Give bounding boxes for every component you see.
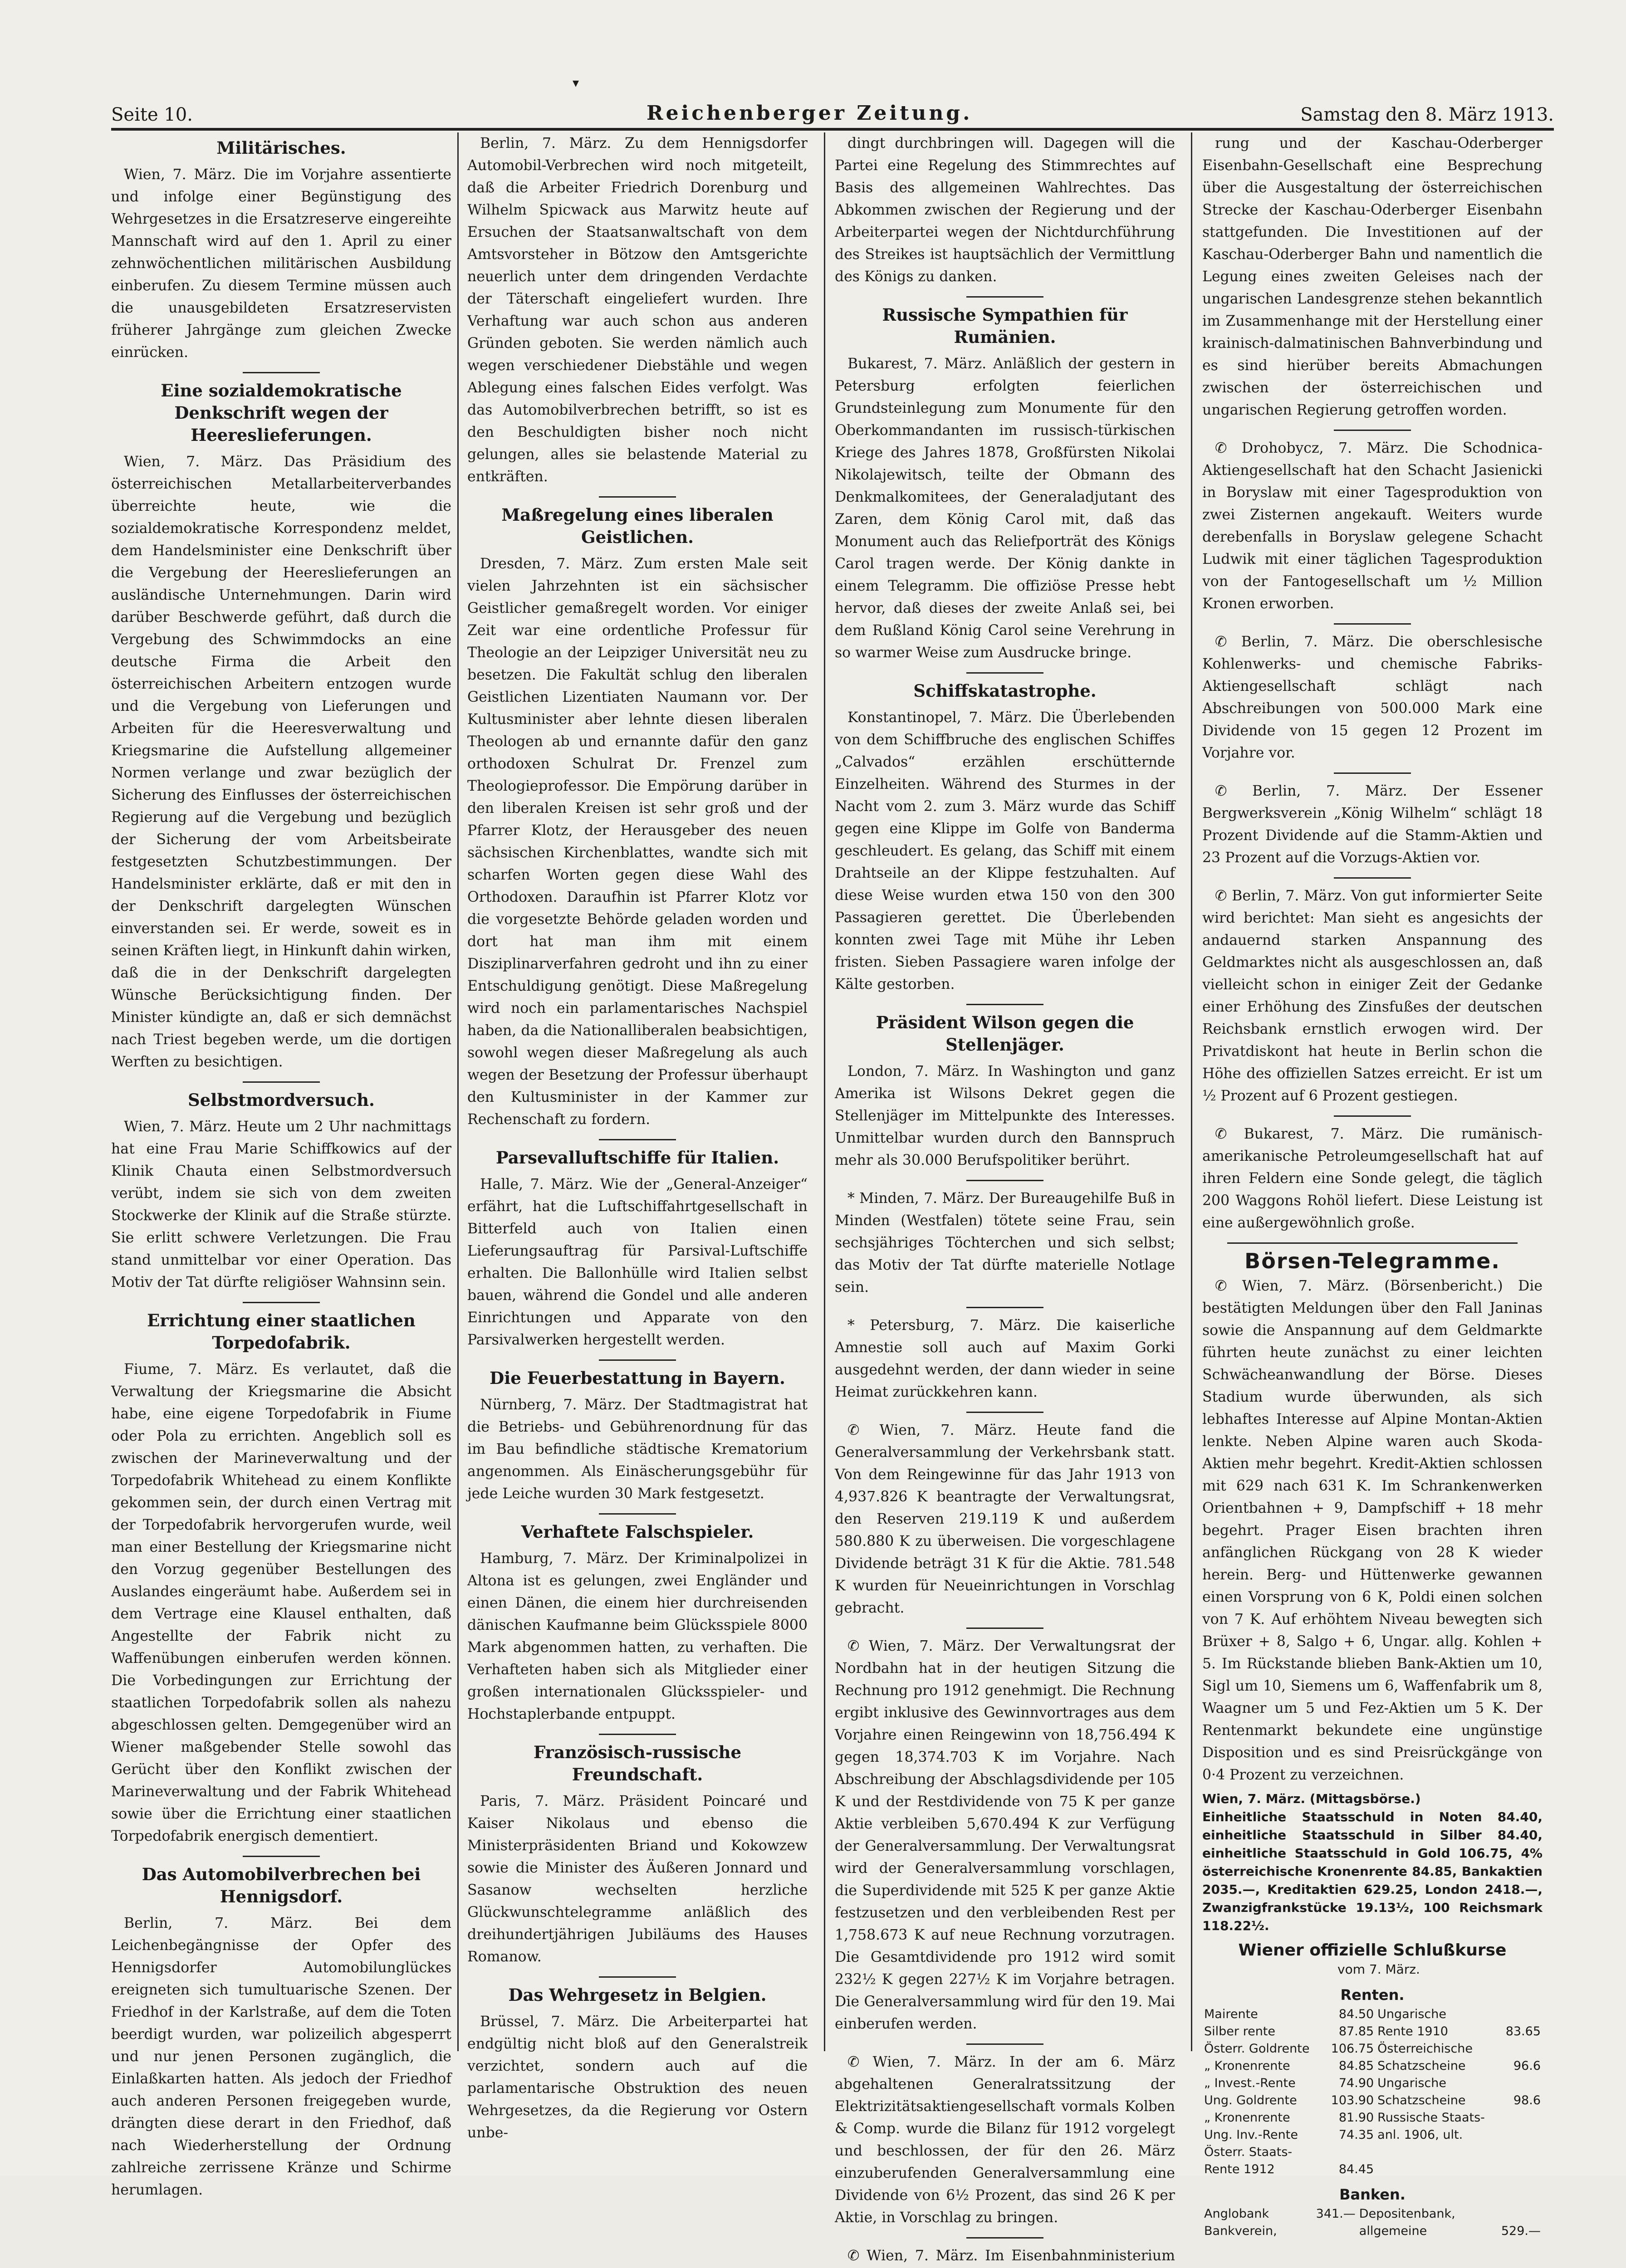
table-row	[1202, 2006, 1543, 2023]
table-cell: Anglobank	[1204, 2207, 1269, 2221]
article-separator	[1334, 430, 1411, 431]
table-cell: anl. 1906, ult.	[1377, 2128, 1463, 2142]
article	[111, 1089, 451, 1303]
article-body: ✆ Wien, 7. März. Der Verwaltungsrat der Nordbahn hat in der heutigen Sitzung die Rechnung pro 1912 genehmigt. Die Rechnung ergibt inklusive des Gewinnvortrages aus dem Vorjahre einen Reingewinn von 18,756.494 K gegen 18,374.703 K im Vorjahre. Nach Abschreibung der Abschlagsdividende per 105 K und der Restdividende von 75 K per ganze Aktie verbleiben 5,670.494 K zur Verfügung der Generalversammlung. Der Verwaltungsrat wird der Generalversammlung vorschlagen, die Superdividende mit 525 K per ganze Aktie festzusetzen und den verbleibenden Rest per 1,758.673 K auf neue Rechnung vorzutragen. Die Gesamtdividende pro 1912 wird somit 232½ K gegen 227½ K im Vorjahre betragen. Die Generalversammlung wird für den 19. Mai einberufen werden.	[835, 1638, 1175, 2032]
table-row	[1202, 2075, 1543, 2092]
article-body: Berlin, 7. März. Bei dem Leichenbegängnisse der Opfer des Hennigsdorfer Automobilunglückes ereigneten sich tumultuarische Szenen. Der Friedhof in der Karlstraße, auf dem die Toten beerdigt wurden, war polizeilich abgesperrt und nur jenen Personen zugänglich, die Einlaßkarten hatten. Als jedoch der Friedhof auch anderen Personen freigegeben wurde, drängten diese derart in den Friedhof, daß nach Wiederherstellung der Ordnung zahlreiche zerrissene Kränze und Schirme herumlagen.	[111, 1915, 451, 2198]
table-row	[1202, 2023, 1543, 2040]
article-body: London, 7. März. In Washington und ganz Amerika ist Wilsons Dekret gegen die Stellenjäger im Mittelpunkte des Interesses. Unmittelbar wurden durch den Bannspruch mehr als 30.000 Berufspolitiker berührt.	[835, 1063, 1175, 1168]
article	[1202, 1123, 1543, 1234]
article	[467, 132, 808, 498]
article-body: ✆ Wien, 7. März. Im Eisenbahnministerium	[847, 2248, 1175, 2264]
table-row	[1202, 2058, 1543, 2075]
article-body: * Petersburg, 7. März. Die kaiserliche Amnestie soll auch auf Maxim Gorki ausgedehnt werden, der dann wieder in seine Heimat zurückkehren kann.	[835, 1317, 1175, 1400]
article	[1202, 631, 1543, 774]
article-separator	[243, 372, 320, 373]
article-separator	[966, 672, 1043, 674]
article-separator	[599, 1976, 676, 1978]
table-cell: 84.85	[1338, 2059, 1374, 2073]
table-cell	[1499, 2006, 1543, 2023]
article-body: Wien, 7. März. Die im Vorjahre assentierte und infolge einer Begünstigung des Wehrgesetzes in die Ersatzreserve eingereihte Mannschaft wird auf den 1. April zu einer zehnwöchentlichen militärischen Ausbildung einberufen. Zu diesem Termine müssen auch die unausgebildeten Ersatzreservisten früherer Jahrgänge zum gleichen Zwecke einrücken.	[111, 166, 451, 361]
article-body: Nürnberg, 7. März. Der Stadtmagistrat hat die Betriebs- und Gebührenordnung für das im Bau befindliche städtische Krematorium angenommen. Als Einäscherungsgebühr für jede Leiche wurden 30 Mark festgesetzt.	[467, 1397, 808, 1502]
article-headline: Französisch-russische Freundschaft.	[533, 1742, 742, 1784]
article-body: ✆ Wien, 7. März. Heute fand die Generalversammlung der Verkehrsbank statt. Von dem Reingewinne für das Jahr 1913 von 4,937.826 K beantragte der Verwaltungsrat, den Reserven 219.119 K und außerdem 580.880 K zu überweisen. Die vorgeschlagene Dividende beträgt 31 K für die Aktie. 781.548 K wurden für Neueinrichtungen in Vorschlag gebracht.	[835, 1422, 1175, 1616]
article-body: Dresden, 7. März. Zum ersten Male seit vielen Jahrzehnten ist ein sächsischer Geistlicher gemaßregelt worden. Vor einiger Zeit war eine ordentliche Professur für Theologie an der Leipziger Universität neu zu besetzen. Die Fakultät schlug den liberalen Geistlichen Lizentiaten Naumann vor. Der Kultusminister aber lehnte diesen liberalen Theologen ab und ernannte dafür den ganz orthodoxen Schulrat Dr. Frenzel zum Theologieprofessor. Die Empörung darüber in den liberalen Kreisen ist sehr groß und der Pfarrer Klotz, der Herausgeber des neuen sächsischen Kirchenblattes, wandte sich mit scharfen Worten gegen diese Wahl des Orthodoxen. Daraufhin ist Pfarrer Klotz vor die vorgesetzte Behörde geladen worden und dort hat man ihm mit einem Disziplinarverfahren gedroht und ihn zu einer Entschuldigung genötigt. Diese Maßregelung wird noch ein parlamentarisches Nachspiel haben, da die Nationalliberalen beabsichtigen, sowohl wegen dieser Maßregelung als auch wegen der Besetzung der Professur überhaupt den Kultusminister in der Kammer zur Rechenschaft zu fordern.	[467, 556, 808, 1128]
article	[467, 1521, 808, 1735]
table-cell: Ungarische	[1377, 2076, 1446, 2090]
article-body: Berlin, 7. März. Zu dem Hennigsdorfer Automobil-Verbrechen wird noch mitgeteilt, daß die Arbeiter Friedrich Dorenburg und Wilhelm Spicwack aus Marwitz heute auf Ersuchen der Staatsanwaltschaft von dem Amtsvorsteher in Bötzow den Amtsgerichte neuerlich unter dem dringenden Verdachte der Täterschaft eingeliefert wurden. Ihre Verhaftung war auch schon aus anderen Gründen geboten. Sie werden nämlich auch wegen verschiedener Diebstähle und wegen Ablegung eines falschen Eides verfolgt. Was das Automobilverbrechen betrifft, so ist es den Beschuldigten bisher noch nicht gelungen, alles sie belastende Material zu entkräften.	[467, 135, 808, 485]
article	[1202, 132, 1543, 431]
table-row	[1202, 2109, 1543, 2126]
article	[467, 1367, 808, 1515]
table-cell	[1499, 2109, 1543, 2126]
article-headline: Militärisches.	[216, 138, 346, 158]
table-cell: 83.65	[1505, 2024, 1541, 2038]
article-body: ✆ Berlin, 7. März. Der Essener Bergwerksverein „König Wilhelm“ schlägt 18 Prozent Dividende auf die Stamm-Aktien und 23 Prozent auf die Vorzugs-Aktien vor.	[1202, 783, 1543, 866]
banken-table	[1202, 2205, 1543, 2240]
column-divider	[457, 132, 459, 2051]
article	[1202, 885, 1543, 1117]
article-separator	[599, 1139, 676, 1140]
table-cell	[1499, 2040, 1543, 2058]
article-headline: Russische Sympathien für Rumänien.	[882, 305, 1128, 347]
article-body: Hamburg, 7. März. Der Kriminalpolizei in Altona ist es gelungen, zwei Engländer und einen Dänen, die einem hier durchreisenden dänischen Kaufmanne beim Glücksspiele 8000 Mark abgenommen hatten, zu verhaften. Die Verhafteten haben sich als Mitglieder einer großen internationalen Glücksspieler- und Hochstaplerbande entpuppt.	[467, 1550, 808, 1722]
article-separator	[599, 496, 676, 498]
article-body: ✆ Drohobycz, 7. März. Die Schodnica-Aktiengesellschaft hat den Schacht Jasienicki in Boryslaw mit einer Tagesproduktion von zwei Zisternen angekauft. Weiters wurde derebenfalls in Boryslaw gelegene Schacht Ludwik mit einer täglichen Tagesproduktion von der Fantogesellschaft um ½ Million Kronen erworben.	[1202, 440, 1543, 612]
table-cell: „ Kronenrente	[1204, 2111, 1290, 2125]
article	[111, 137, 451, 373]
article	[835, 1188, 1175, 1308]
table-cell: Silber rente	[1204, 2024, 1276, 2038]
table-cell: 106.75	[1331, 2042, 1374, 2056]
table-cell: „ Invest.-Rente	[1204, 2076, 1296, 2090]
article-body: dingt durchbringen will. Dagegen will die Partei eine Regelung des Stimmrechtes auf Basis des allgemeinen Wahlrechtes. Das Abkommen zwischen der Regierung und der Arbeiterpartei wegen der Nichtdurchführung des Streikes ist hauptsächlich der Vermittlung des Königs zu danken.	[835, 135, 1175, 285]
article-body: * Minden, 7. März. Der Bureaugehilfe Buß in Minden (Westfalen) tötete seine Frau, sein sechsjähriges Töchterchen und sich selbst; das Motiv der Tat dürfte materielle Notlage sein.	[835, 1190, 1175, 1295]
article	[835, 2245, 1175, 2268]
article-headline: Selbstmordversuch.	[188, 1090, 375, 1110]
table-row	[1202, 2144, 1543, 2161]
column-3	[835, 132, 1175, 2264]
article-separator	[1334, 1115, 1411, 1117]
article	[835, 1635, 1175, 2045]
column-2	[467, 132, 808, 2141]
stock-listing	[1202, 1790, 1543, 2240]
banken-heading: Banken.	[1339, 2186, 1406, 2203]
article	[835, 680, 1175, 1005]
boersen-report: ✆ Wien, 7. März. (Börsenbericht.) Die bestätigten Meldungen über den Fall Janinas sowie die Anspannung auf dem Geldmarkte führten heute zunächst zu einer leichten Schwächeanwandlung der Börse. Dieses Stadium wurde überwunden, als sich lebhaftes Interesse auf Alpine Montan-Aktien lenkte. Neben Alpine waren auch Skoda-Aktien mehr begehrt. Kredit-Aktien schlossen mit 629 nach 631 K. Im Schrankenwerken Orientbahnen + 9, Dampfschiff + 18 mehr begehrt. Prager Eisen brachten ihren anfänglichen Rückgang von 28 K wieder herein. Berg- und Hüttenwerke gewannen einen Vorsprung von 6 K, Poldi einen solchen von 7 K. Auf erhöhtem Niveau bewegten sich Brüxer + 8, Salgo + 6, Ungar. allg. Kohlen + 5. Im Rückstande blieben Bank-Aktien um 10, Sigl um 10, Siemens um 6, Waffenfabrik um 8, Waagner um 5 und Fez-Aktien um 5 K. Der Rentenmarkt bekundete eine ungünstige Disposition und es sind Preisrückgänge von 0·4 Prozent zu verzeichnen.	[1202, 1278, 1543, 1783]
article	[1202, 780, 1543, 879]
article	[111, 380, 451, 1083]
article-headline: Eine sozialdemokratische Denkschrift wegen der Heereslieferungen.	[161, 381, 402, 445]
boersen-section	[1202, 1242, 1543, 2240]
article-headline: Die Feuerbestattung in Bayern.	[490, 1368, 785, 1388]
table-cell: 84.45	[1338, 2162, 1374, 2176]
article-separator	[599, 1359, 676, 1361]
table-cell: 74.90	[1338, 2076, 1374, 2090]
article-separator	[966, 2043, 1043, 2045]
article-separator	[243, 1856, 320, 1857]
column-4	[1202, 132, 1543, 2238]
table-cell: Schatzscheine	[1377, 2059, 1466, 2073]
boersen-title: Börsen-Telegramme.	[1244, 1249, 1500, 1273]
table-row	[1202, 2161, 1543, 2178]
table-cell	[1487, 2205, 1543, 2223]
renten-heading: Renten.	[1340, 1986, 1405, 2004]
article	[111, 1310, 451, 1857]
article	[835, 132, 1175, 298]
article-separator	[966, 1004, 1043, 1005]
table-cell: 103.90	[1331, 2093, 1374, 2107]
article-body: Wien, 7. März. Heute um 2 Uhr nachmittags hat eine Frau Marie Schiffkowics auf der Klinik Chauta einen Selbstmordversuch verübt, indem sie sich von dem zweiten Stockwerke der Klinik auf die Straße stürzte. Sie erlitt schwere Verletzungen. Die Frau stand unmittelbar vor einer Operation. Das Motiv der Tat dürfte religiöser Wahnsinn sein.	[111, 1119, 451, 1290]
table-cell: 81.90	[1338, 2111, 1374, 2125]
column-divider	[824, 132, 825, 2051]
article-separator	[966, 1180, 1043, 1181]
wiener-kurse-date: vom 7. März.	[1337, 1962, 1420, 1977]
table-cell: 98.6	[1513, 2093, 1541, 2107]
article-body: Konstantinopel, 7. März. Die Überlebenden von dem Schiffbruche des englischen Schiffes „Calvados“ erzählen erschütternde Einzelheiten. Während des Sturmes in der Nacht vom 2. zum 3. März wurde das Schiff gegen eine Klippe im Golfe von Banderma geschleudert. Es gelang, das Schiff mit einem Drahtseile an der Klippe festzuhalten. Auf diese Weise wurden etwa 150 von den 300 Passagieren gerettet. Die Überlebenden konnten zwei Tage mit Mühe ihr Leben fristen. Sieben Passagiere waren infolge der Kälte gestorben.	[835, 709, 1175, 992]
article-separator	[1334, 772, 1411, 774]
section-rule	[1227, 1242, 1518, 1244]
table-cell	[1376, 2144, 1499, 2161]
table-cell: Österreichische	[1377, 2042, 1473, 2056]
article-separator	[243, 1302, 320, 1303]
article-separator	[966, 296, 1043, 298]
table-cell: Rente 1912	[1204, 2162, 1275, 2176]
issue-date: Samstag den 8. März 1913.	[1300, 104, 1554, 125]
table-cell: 84.50	[1338, 2007, 1374, 2021]
article	[835, 1012, 1175, 1181]
table-cell: Ung. Inv.-Rente	[1204, 2128, 1298, 2142]
article-body: Fiume, 7. März. Es verlautet, daß die Verwaltung der Kriegsmarine die Absicht habe, eine eigene Torpedofabrik in Fiume oder Pola zu errichten. Angeblich soll es zwischen der Marineverwaltung und der Torpedofabrik Whitehead zu einem Konflikte gekommen sein, der durch einen Vertrag mit der Torpedofabrik hervorgerufen wurde, weil man einer Bestellung der Kriegsmarine nicht den Vorzug gegenüber Bestellungen des Auslandes eingeräumt habe. Außerdem sei in dem Vertrage eine Klausel enthalten, daß Angestellte der Fabrik nicht zu Waffenübungen einberufen werden können. Die Vorbedingungen zur Errichtung der staatlichen Torpedofabrik sollen als nahezu abgeschlossen gelten. Demgegenüber wird an Wiener maßgebender Stelle sowohl das Gerücht über den Konflikt zwischen der Marineverwaltung und der Fabrik Whitehead sowie über die Errichtung einer staatlichen Torpedofabrik energisch dementiert.	[111, 1361, 451, 1844]
table-cell: Rente 1910	[1377, 2024, 1448, 2038]
article-headline: Das Wehrgesetz in Belgien.	[508, 1985, 767, 2005]
table-cell	[1302, 2223, 1357, 2240]
article-body: ✆ Wien, 7. März. In der am 6. März abgehaltenen Generalratssitzung der Elektrizitätsaktiengesellschaft vormals Kolben & Comp. wurde die Bilanz für 1912 vorgelegt und beschlossen, der für den 26. März einzuberufenden Generalversammlung eine Dividende von 6½ Prozent, das sind 26 K per Aktie, in Vorschlag zu bringen.	[835, 2054, 1175, 2226]
article-body: Halle, 7. März. Wie der „General-Anzeiger“ erfährt, hat die Luftschiffahrtgesellschaft in Bitterfeld auch von Italien einen Lieferungsauftrag für Parsival-Luftschiffe erhalten. Die Ballonhülle wird Italien selbst bauen, während die Gondel und alle anderen Einrichtungen und Apparate von den Parsivalwerken hergestellt werden.	[467, 1176, 808, 1348]
mittag-heading: Wien, 7. März. (Mittagsbörse.)	[1202, 1791, 1421, 1806]
table-cell: 341.—	[1316, 2207, 1356, 2221]
article	[835, 304, 1175, 674]
article-headline: Verhaftete Falschspieler.	[521, 1522, 754, 1542]
page-header	[111, 101, 1554, 128]
table-cell: Schatzscheine	[1377, 2093, 1466, 2107]
article-separator	[599, 1513, 676, 1515]
table-cell	[1499, 2126, 1543, 2144]
table-cell: Ungarische	[1377, 2007, 1446, 2021]
article-headline: Schiffskatastrophe.	[913, 681, 1097, 701]
table-cell	[1499, 2075, 1543, 2092]
article	[835, 2051, 1175, 2239]
article-body: Brüssel, 7. März. Die Arbeiterpartei hat endgültig nicht bloß auf den Generalstreik verzichtet, sondern auch auf die parlamentarische Obstruktion des neuen Wehrgesetzes, da die Regierung vor Ostern unbe-	[467, 2014, 808, 2141]
column-divider	[1191, 132, 1192, 2051]
table-cell: 96.6	[1513, 2059, 1541, 2073]
article	[467, 504, 808, 1140]
article	[111, 1863, 451, 2201]
table-cell	[1499, 2144, 1543, 2161]
table-cell	[1324, 2144, 1376, 2161]
table-cell: Ung. Goldrente	[1204, 2093, 1297, 2107]
article-headline: Das Automobilverbrechen bei Hennigsdorf.	[142, 1864, 421, 1906]
table-cell: allgemeine	[1359, 2224, 1427, 2238]
mittag-quotes: Einheitliche Staatsschuld in Noten 84.40, einheitliche Staatsschuld in Silber 84.40, einheitliche Staatsschuld in Gold 106.75, 4% österreichische Kronenrente 84.85, Bankaktien 2035.—, Kreditaktien 629.25, London 2418.—, Zwanzigfrankstücke 19.13½, 100 Reichsmark 118.22½.	[1202, 1809, 1543, 1933]
table-cell: Österr. Goldrente	[1204, 2042, 1310, 2056]
table-cell	[1376, 2161, 1499, 2178]
table-cell: Russische Staats-	[1377, 2111, 1485, 2125]
renten-table	[1202, 2006, 1543, 2178]
wiener-kurse-title: Wiener offizielle Schlußkurse	[1238, 1941, 1507, 1960]
table-row	[1202, 2223, 1543, 2240]
article-headline: Maßregelung eines liberalen Geistlichen.	[501, 505, 774, 547]
table-cell: „ Kronenrente	[1204, 2059, 1290, 2073]
article	[835, 1419, 1175, 1629]
article-headline: Parsevalluftschiffe für Italien.	[495, 1148, 779, 1168]
article-body: ✆ Berlin, 7. März. Die oberschlesische Kohlenwerks- und chemische Fabriks-Aktiengesellschaft schlägt nach Abschreibungen von 500.000 Mark eine Dividende von 15 gegen 12 Prozent im Vorjahre vor.	[1202, 634, 1543, 761]
article	[467, 1147, 808, 1361]
page-mark: ▾	[573, 75, 579, 90]
article-separator	[966, 2237, 1043, 2239]
article-separator	[1334, 877, 1411, 879]
article-body: Wien, 7. März. Das Präsidium des österreichischen Metallarbeiterverbandes überreichte heute, wie die sozialdemokratische Korrespondenz meldet, dem Handelsminister eine Denkschrift über die Vergebung der Heereslieferungen an ausländische Unternehmungen. Darin wird darüber Beschwerde geführt, daß durch die Vergebung des Schwimmdocks an eine deutsche Firma die Arbeit den österreichischen Arbeitern entzogen wurde und die Vergebung von Lieferungen und Arbeiten für die Heeresverwaltung und Kriegsmarine die Aufstellung allgemeiner Normen verlange und zwar bezüglich der Sicherung des Einflusses der österreichischen Regierung auf die Vergebung und bezüglich der Sicherung der vom Arbeitsbeirate festgesetzten Schutzbestimmungen. Der Handelsminister erklärte, daß er mit den in der Denkschrift dargelegten Wünschen einverstanden sei. Er werde, soweit es in seinen Kräften liegt, in Hinkunft dahin wirken, daß die in der Denkschrift dargelegten Wünsche Berücksichtigung finden. Der Minister kündigte an, daß er sich demnächst nach Triest begeben werde, um die dortigen Werften zu besichtigen.	[111, 454, 451, 1070]
table-cell: 529.—	[1501, 2224, 1541, 2238]
table-row	[1202, 2126, 1543, 2144]
table-cell	[1499, 2161, 1543, 2178]
article-body: rung und der Kaschau-Oderberger Eisenbahn-Gesellschaft eine Besprechung über die Ausgestaltung der österreichischen Strecke der Kaschau-Oderberger Eisenbahn stattgefunden. Die Investitionen auf der Kaschau-Oderberger Bahn und namentlich die Legung eines zweiten Geleises nach der ungarischen Landesgrenze stehen bekanntlich im Zusammenhange mit der Herstellung einer krainisch-dalmatinischen Bahnverbindung und es sind hierüber bereits Abmachungen zwischen der österreichischen und ungarischen Regierung getroffen worden.	[1202, 135, 1543, 418]
article-body: Bukarest, 7. März. Anläßlich der gestern in Petersburg erfolgten feierlichen Grundsteinlegung zum Monumente für den Oberkommandanten im russisch-türkischen Kriege des Jahres 1878, Großfürsten Nikolai Nikolajewitsch, teilte der Obmann des Denkmalkomitees, der Generaladjutant des Zaren, dem König Carol mit, daß das Monument auch das Reliefporträt des Königs Carol tragen werde. Der König dankte in einem Telegramm. Die offiziöse Presse hebt hervor, daß dieses der zweite Anlaß sei, bei dem Rußland König Carol seine Verehrung in so warmer Weise zum Ausdrucke bringe.	[835, 356, 1175, 661]
article-separator	[599, 1734, 676, 1735]
article-separator	[1334, 623, 1411, 625]
article	[467, 1741, 808, 1978]
article-separator	[966, 1412, 1043, 1413]
article-body: ✆ Bukarest, 7. März. Die rumänisch-amerikanische Petroleumgesellschaft hat auf ihren Feldern eine Sonde gelegt, die täglich 200 Waggons Rohöl liefert. Diese Leistung ist eine außergewöhnlich große.	[1202, 1126, 1543, 1231]
table-cell: Bankverein,	[1204, 2224, 1277, 2238]
article	[835, 1315, 1175, 1413]
table-cell: Depositenbank,	[1359, 2207, 1455, 2221]
table-cell: 74.35	[1338, 2128, 1374, 2142]
article	[467, 1984, 808, 2144]
page-number: Seite 10.	[111, 104, 193, 125]
table-cell: Österr. Staats-	[1204, 2145, 1293, 2159]
column-1	[111, 132, 451, 2198]
newspaper-title: Reichenberger Zeitung.	[646, 102, 973, 125]
table-cell: 87.85	[1338, 2024, 1374, 2038]
article-separator	[243, 1081, 320, 1083]
table-row	[1202, 2092, 1543, 2109]
table-row	[1202, 2040, 1543, 2058]
article-separator	[966, 1307, 1043, 1308]
article-body: Paris, 7. März. Präsident Poincaré und Kaiser Nikolaus und ebenso die Ministerpräsidenten Briand und Kokowzew sowie die Minister des Äußeren Jonnard und Sasanow wechselten herzliche Glückwunschtelegramme anläßlich des dreihundertjährigen Jubiläums des Hauses Romanow.	[467, 1793, 808, 1965]
article-body: ✆ Berlin, 7. März. Von gut informierter Seite wird berichtet: Man sieht es angesichts der andauernd starken Anspannung des Geldmarktes nicht als ausgeschlossen an, daß vielleicht schon in einiger Zeit der Gedanke einer Erhöhung des Zinsfußes der deutschen Reichsbank ernstlich erwogen wird. Der Privatdiskont hat heute in Berlin schon die Höhe des offiziellen Satzes erreicht. Er ist um ½ Prozent auf 6 Prozent gestiegen.	[1202, 888, 1543, 1104]
article-separator	[966, 1628, 1043, 1629]
table-cell: Mairente	[1204, 2007, 1258, 2021]
article	[1202, 437, 1543, 625]
header-rule	[111, 128, 1554, 131]
table-row	[1202, 2205, 1543, 2223]
article-headline: Errichtung einer staatlichen Torpedofabrik.	[147, 1310, 416, 1353]
article-headline: Präsident Wilson gegen die Stellenjäger.	[876, 1012, 1134, 1055]
